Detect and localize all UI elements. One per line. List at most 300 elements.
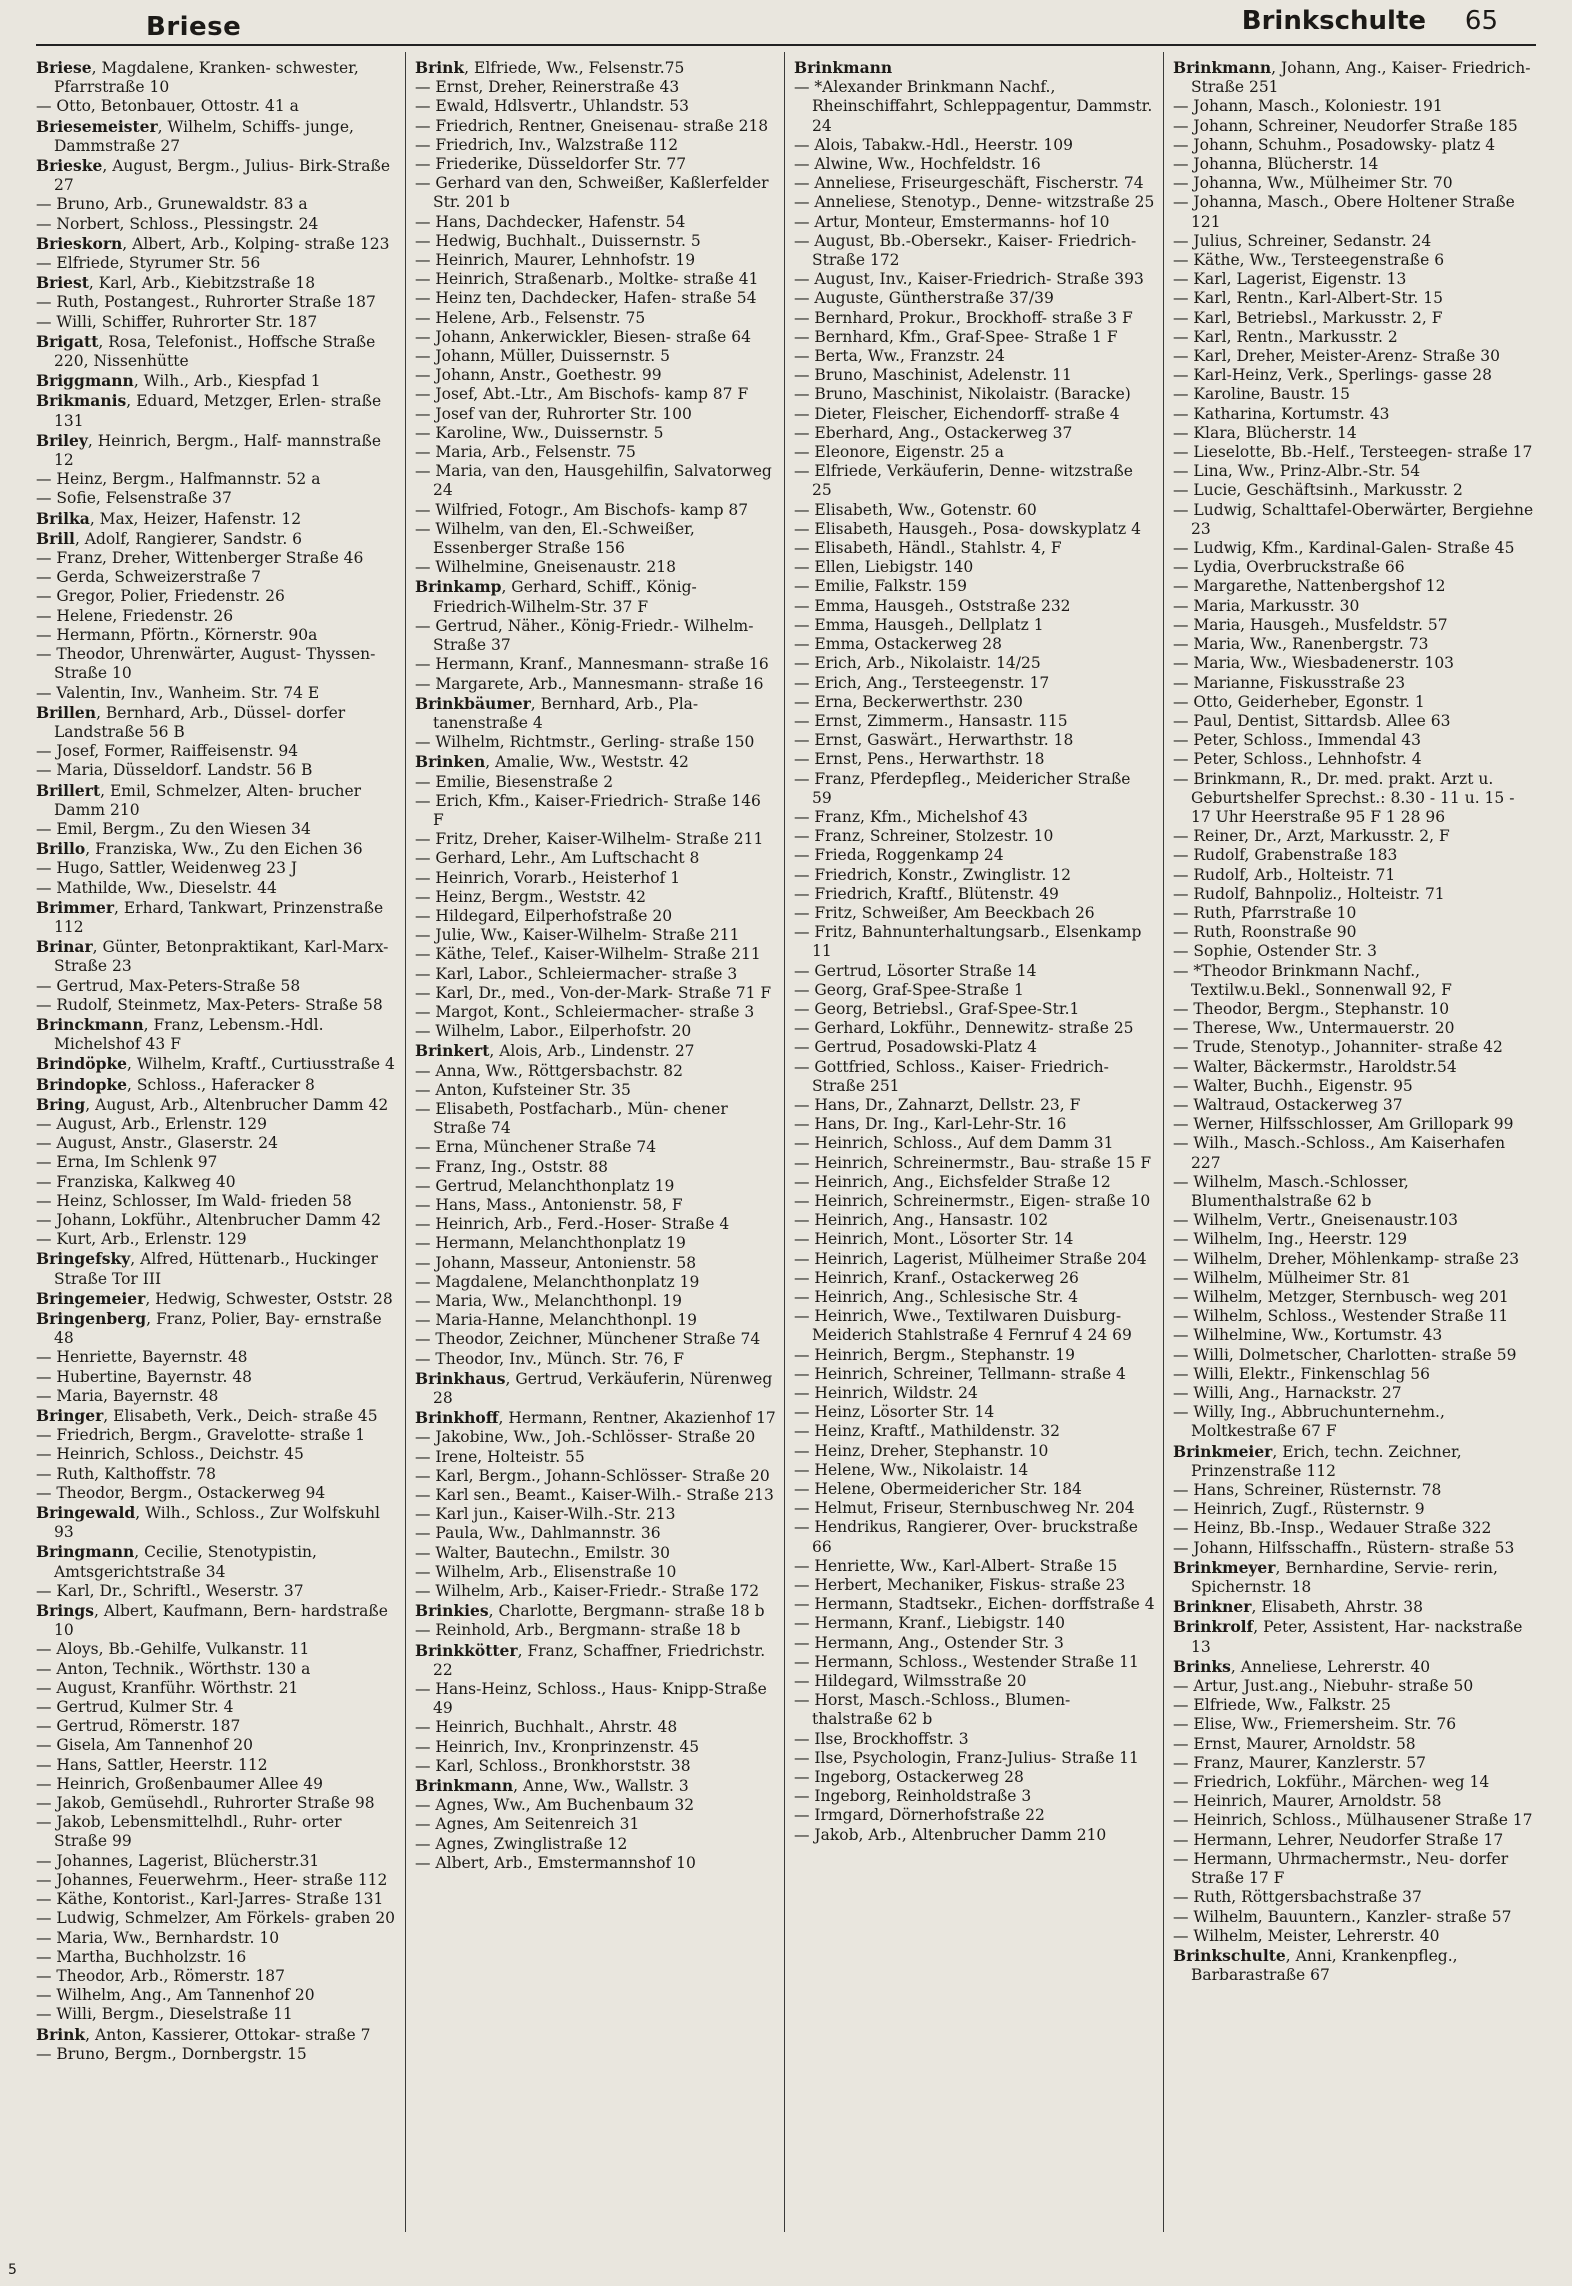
directory-entry (794, 58, 1155, 78)
directory-entry: — Heinrich, Schloss., Mülhausener Straße 17 (1173, 1811, 1533, 1830)
directory-entry: — Julie, Ww., Kaiser-Wilhelm- Straße 211 (415, 926, 740, 945)
directory-entry: Brinks, Anneliese, Lehrerstr. 40 (1173, 1656, 1431, 1676)
directory-entry: — Ilse, Psychologin, Franz-Julius- Straße 11 (794, 1748, 1139, 1767)
directory-entry: — Willi, Ang., Harnackstr. 27 (1173, 1384, 1402, 1403)
directory-entry: — Irmgard, Dörnerhofstraße 22 (794, 1806, 1045, 1825)
directory-entry: Brings, Albert, Kaufmann, Bern- hardstraße 10 (36, 1601, 388, 1640)
surname: Brinar (36, 937, 93, 957)
directory-entry: — Maria, Markusstr. 30 (1173, 596, 1360, 615)
surname: Brinkhaus (415, 1368, 506, 1388)
surname: Brinkschulte (1173, 1945, 1286, 1965)
directory-entry: — Margarete, Arb., Mannesmann- straße 16 (415, 674, 764, 693)
directory-entry: — Hans, Mass., Antonienstr. 58, F (415, 1195, 683, 1214)
directory-entry: — Elisabeth, Händl., Stahlstr. 4, F (794, 539, 1062, 558)
directory-entry: Brinkamp, Gerhard, Schiff., König- Friedrich-Wilhelm-Str. 37 F (415, 577, 697, 616)
directory-entry: — August, Bb.-Obersekr., Kaiser- Friedrich-Straße 172 (794, 231, 1137, 270)
directory-entry: — Käthe, Telef., Kaiser-Wilhelm- Straße 211 (415, 945, 761, 964)
directory-entry: Brinkkötter, Franz, Schaffner, Friedrichstr. 22 (415, 1640, 766, 1679)
directory-entry: Brimmer, Erhard, Tankwart, Prinzenstraße 112 (36, 897, 384, 936)
directory-entry: — Gertrud, Max-Peters-Straße 58 (36, 976, 301, 995)
directory-entry: — Heinrich, Ang., Hansastr. 102 (794, 1211, 1049, 1230)
directory-entry: — Willi, Elektr., Finkenschlag 56 (1173, 1364, 1430, 1383)
directory-entry: — Irene, Holteistr. 55 (415, 1447, 585, 1466)
directory-entry: Brinkmann, Anne, Ww., Wallstr. 3 (415, 1776, 689, 1796)
directory-entry: — Maria, Ww., Wiesbadenerstr. 103 (1173, 654, 1455, 673)
directory-entry: — Peter, Schloss., Lehnhofstr. 4 (1173, 750, 1422, 769)
directory-entry: Briest, Karl, Arb., Kiebitzstraße 18 (36, 273, 316, 293)
directory-entry: — Franz, Schreiner, Stolzestr. 10 (794, 827, 1054, 846)
directory-entry: — Heinrich, Arb., Ferd.-Hoser- Straße 4 (415, 1215, 730, 1234)
directory-entry: Brinar, Günter, Betonpraktikant, Karl-Marx-Straße 23 (36, 937, 389, 976)
directory-entry: — Hermann, Kranf., Liebigstr. 140 (794, 1614, 1066, 1633)
directory-entry: — Ernst, Maurer, Arnoldstr. 58 (1173, 1734, 1416, 1753)
surname: Brinkmann (415, 1776, 514, 1796)
directory-entry: — Emma, Ostackerweg 28 (794, 635, 1003, 654)
surname: Brilka (36, 508, 90, 528)
directory-entry: — Margarethe, Nattenbergshof 12 (1173, 577, 1446, 596)
directory-entry: — Erna, Beckerwerthstr. 230 (794, 692, 1023, 711)
directory-entry: — Eleonore, Eigenstr. 25 a (794, 443, 1004, 462)
surname: Brieskorn (36, 233, 123, 253)
directory-entry: Brink, Elfriede, Ww., Felsenstr.75 (415, 58, 685, 77)
directory-entry: — Jakob, Arb., Altenbrucher Damm 210 (794, 1825, 1107, 1844)
directory-entry: Brinckmann, Franz, Lebensm.-Hdl. Michelshof 43 F (36, 1014, 324, 1054)
directory-entry: — Heinz, Kraftf., Mathildenstr. 32 (794, 1422, 1061, 1441)
directory-entry: — Johann, Schuhm., Posadowsky- platz 4 (1173, 135, 1496, 154)
directory-entry: — *Alexander Brinkmann Nachf., Rheinschiffahrt, Schleppagentur, Dammstr. 24 (794, 78, 1153, 135)
directory-entry: — Ruth, Postangest., Ruhrorter Straße 187 (36, 293, 376, 312)
directory-entry: — Emil, Bergm., Zu den Wiesen 34 (36, 819, 311, 838)
directory-entry: — Theodor, Zeichner, Münchener Straße 74 (415, 1330, 761, 1349)
directory-entry: — Johanna, Ww., Mülheimer Str. 70 (1173, 174, 1453, 193)
surname: Brinkmeier (1173, 1441, 1273, 1461)
columns (36, 58, 1536, 2064)
directory-entry: Brilka, Max, Heizer, Hafenstr. 12 (36, 508, 302, 528)
directory-entry: — Kurt, Arb., Erlenstr. 129 (36, 1230, 247, 1249)
directory-entry: — Hendrikus, Rangierer, Over- bruckstraße 66 (794, 1518, 1138, 1556)
surname: Brinkmeyer (1173, 1557, 1276, 1577)
directory-entry: — Willi, Dolmetscher, Charlotten- straße 59 (1173, 1345, 1517, 1364)
directory-entry: — Wilhelm, Ang., Am Tannenhof 20 (36, 1986, 315, 2005)
directory-entry: — Waltraud, Ostackerweg 37 (1173, 1095, 1403, 1114)
directory-entry: — Sophie, Ostender Str. 3 (1173, 942, 1378, 961)
surname: Briese (36, 58, 92, 77)
directory-entry: — Heinz, Lösorter Str. 14 (794, 1403, 995, 1422)
directory-entry: — Anton, Kufsteiner Str. 35 (415, 1080, 631, 1099)
directory-entry: — Gertrud, Melanchthonplatz 19 (415, 1176, 675, 1195)
directory-entry: Brinkies, Charlotte, Bergmann- straße 18 b (415, 1601, 765, 1621)
directory-entry: — Karl jun., Kaiser-Wilh.-Str. 213 (415, 1505, 676, 1524)
directory-entry: — Artur, Just.ang., Niebuhr- straße 50 (1173, 1677, 1474, 1696)
surname: Brindopke (36, 1074, 128, 1094)
directory-entry: — Erich, Ang., Tersteegenstr. 17 (794, 673, 1050, 692)
directory-entry: — Maria, Bayernstr. 48 (36, 1386, 219, 1405)
directory-entry: — Ludwig, Kfm., Kardinal-Galen- Straße 45 (1173, 539, 1515, 558)
directory-entry: — Ruth, Röttgersbachstraße 37 (1173, 1888, 1422, 1907)
directory-entry: — Heinrich, Zugf., Rüsternstr. 9 (1173, 1500, 1425, 1519)
directory-entry: — Wilhelm, Masch.-Schlosser, Blumenthalstraße 62 b (1173, 1172, 1409, 1210)
surname: Brieske (36, 156, 103, 176)
directory-entry: — Willi, Schiffer, Ruhrorter Str. 187 (36, 312, 318, 331)
directory-entry: — Wilhelm, Bauuntern., Kanzler- straße 57 (1173, 1907, 1512, 1926)
directory-entry: — Johann, Masseur, Antonienstr. 58 (415, 1253, 697, 1272)
surname: Bringemeier (36, 1288, 146, 1308)
directory-entry: — Karl, Dr., med., Von-der-Mark- Straße 71 F (415, 983, 772, 1002)
directory-entry: Brinkhoff, Hermann, Rentner, Akazienhof 17 (415, 1408, 776, 1428)
directory-entry: — Hans, Dachdecker, Hafenstr. 54 (415, 212, 686, 231)
directory-entry: Bringenberg, Franz, Polier, Bay- ernstraße 48 (36, 1309, 382, 1348)
directory-entry: Bringer, Elisabeth, Verk., Deich- straße 45 (36, 1406, 378, 1426)
column-3 (794, 58, 1155, 2064)
directory-entry: Brillen, Bernhard, Arb., Düssel- dorfer Landstraße 56 B (36, 702, 346, 741)
directory-entry: — Friedrich, Rentner, Gneisenau- straße 218 (415, 116, 769, 135)
directory-entry: — Hugo, Sattler, Weidenweg 23 J (36, 859, 298, 878)
directory-entry: — Elfriede, Styrumer Str. 56 (36, 254, 261, 273)
directory-entry: — Lina, Ww., Prinz-Albr.-Str. 54 (1173, 462, 1421, 481)
directory-entry: — Therese, Ww., Untermauerstr. 20 (1173, 1019, 1455, 1038)
directory-entry: — Karl, Betriebsl., Markusstr. 2, F (1173, 308, 1443, 327)
directory-entry: — Margot, Kont., Schleiermacher- straße 3 (415, 1002, 755, 1021)
directory-entry: — Karoline, Ww., Duissernstr. 5 (415, 423, 664, 442)
directory-entry: — Helene, Obermeidericher Str. 184 (794, 1480, 1082, 1499)
directory-entry: — Josef, Former, Raiffeisenstr. 94 (36, 742, 299, 761)
directory-entry: — Agnes, Zwinglistraße 12 (415, 1834, 628, 1853)
directory-entry: — Heinz, Bergm., Weststr. 42 (415, 887, 646, 906)
directory-entry: — Heinz, Bergm., Halfmannstr. 52 a (36, 470, 321, 489)
directory-entry: — Erich, Arb., Nikolaistr. 14/25 (794, 654, 1041, 673)
directory-entry: — Hermann, Kranf., Mannesmann- straße 16 (415, 655, 769, 674)
directory-entry: — Dieter, Fleischer, Eichendorff- straße 4 (794, 404, 1120, 423)
directory-entry: — Hans, Dr. Ing., Karl-Lehr-Str. 16 (794, 1115, 1067, 1134)
directory-entry: — August, Inv., Kaiser-Friedrich- Straße 393 (794, 270, 1144, 289)
directory-entry: — Albert, Arb., Emstermannshof 10 (415, 1853, 696, 1872)
directory-entry: Bring, August, Arb., Altenbrucher Damm 42 (36, 1094, 389, 1114)
directory-entry: Brinkbäumer, Bernhard, Arb., Pla- tanenstraße 4 (415, 693, 699, 732)
directory-entry: — Valentin, Inv., Wanheim. Str. 74 E (36, 683, 320, 702)
directory-entry: — Otto, Geiderheber, Egonstr. 1 (1173, 692, 1425, 711)
directory-entry: Brinkner, Elisabeth, Ahrstr. 38 (1173, 1597, 1423, 1617)
directory-entry: — Gerhard van den, Schweißer, Kaßlerfelder Str. 201 b (415, 174, 769, 212)
directory-entry: — Hans, Dr., Zahnarzt, Dellstr. 23, F (794, 1095, 1081, 1114)
directory-entry: — Agnes, Ww., Am Buchenbaum 32 (415, 1796, 695, 1815)
directory-entry: — Maria, Ww., Bernhardstr. 10 (36, 1928, 280, 1947)
footer-mark: 5 (8, 2262, 17, 2278)
directory-entry: — Bruno, Maschinist, Nikolaistr. (Baracke) (794, 385, 1131, 404)
directory-entry: Bringewald, Wilh., Schloss., Zur Wolfskuhl 93 (36, 1503, 380, 1542)
directory-entry: — Ruth, Pfarrstraße 10 (1173, 903, 1357, 922)
surname: Briley (36, 430, 88, 450)
directory-entry: Brillert, Emil, Schmelzer, Alten- brucher Damm 210 (36, 780, 362, 819)
directory-entry: — Wilhelmine, Gneisenaustr. 218 (415, 558, 676, 577)
directory-entry: — Emilie, Falkstr. 159 (794, 577, 967, 596)
directory-entry: Bringmann, Cecilie, Stenotypistin, Amtsgerichtstraße 34 (36, 1542, 317, 1581)
page-header (36, 4, 1536, 42)
directory-entry: Brinkmeier, Erich, techn. Zeichner, Prinzenstraße 112 (1173, 1441, 1462, 1480)
directory-entry: — Jakobine, Ww., Joh.-Schlösser- Straße 20 (415, 1428, 756, 1447)
directory-entry: — Wilhelm, Metzger, Sternbusch- weg 201 (1173, 1288, 1509, 1306)
surname: Brings (36, 1601, 94, 1621)
directory-entry: Brinkert, Alois, Arb., Lindenstr. 27 (415, 1041, 695, 1061)
directory-entry: — Gregor, Polier, Friedenstr. 26 (36, 587, 285, 606)
directory-entry: — Friedrich, Lokführ., Märchen- weg 14 (1173, 1773, 1490, 1792)
directory-entry: — Bruno, Arb., Grunewaldstr. 83 a (36, 195, 308, 214)
directory-entry: — Mathilde, Ww., Dieselstr. 44 (36, 878, 277, 897)
directory-entry: — Heinrich, Lagerist, Mülheimer Straße 204 (794, 1249, 1147, 1268)
directory-entry: — Erich, Kfm., Kaiser-Friedrich- Straße 146 F (415, 791, 761, 829)
directory-entry: Brinken, Amalie, Ww., Weststr. 42 (415, 752, 689, 772)
directory-entry: — Hermann, Pförtn., Körnerstr. 90a (36, 625, 318, 644)
directory-entry: — Gertrud, Näher., König-Friedr.- Wilhelm-Straße 37 (415, 616, 754, 655)
directory-entry: — Fritz, Dreher, Kaiser-Wilhelm- Straße 211 (415, 830, 764, 849)
directory-entry: — Hans, Sattler, Heerstr. 112 (36, 1755, 268, 1774)
directory-entry: Brigatt, Rosa, Telefonist., Hoffsche Straße 220, Nissenhütte (36, 331, 376, 371)
directory-entry: — Friederike, Düsseldorfer Str. 77 (415, 155, 687, 174)
directory-entry: — Käthe, Ww., Tersteegenstraße 6 (1173, 251, 1445, 270)
directory-entry: — Theodor, Arb., Römerstr. 187 (36, 1966, 285, 1985)
directory-entry: — Brinkmann, R., Dr. med. prakt. Arzt u. Geburtshelfer Sprechst.: 8.30 - 11 u. 15 - 17 Uhr Heerstraße 95 F 1 28 96 (1173, 769, 1515, 826)
directory-entry: — Franziska, Kalkweg 40 (36, 1172, 236, 1191)
directory-entry: — Heinrich, Schreinermstr., Eigen- straße 10 (794, 1191, 1151, 1210)
directory-entry: — Wilhelm, Mülheimer Str. 81 (1173, 1268, 1411, 1287)
surname: Brill (36, 528, 75, 548)
directory-entry: — Karl, Rentn., Karl-Albert-Str. 15 (1173, 289, 1443, 308)
directory-entry: — Heinrich, Mont., Lösorter Str. 14 (794, 1230, 1074, 1249)
directory-entry: — Julius, Schreiner, Sedanstr. 24 (1173, 231, 1432, 250)
directory-entry: — Karl sen., Beamt., Kaiser-Wilh.- Straße 213 (415, 1486, 774, 1505)
directory-entry: — Hildegard, Wilmsstraße 20 (794, 1672, 1027, 1691)
directory-entry: — Heinrich, Wildstr. 24 (794, 1384, 978, 1403)
directory-entry: — Maria, Ww., Ranenbergstr. 73 (1173, 635, 1429, 654)
directory-entry: — Franz, Kfm., Michelshof 43 (794, 807, 1028, 826)
directory-entry: — Wilhelm, Arb., Kaiser-Friedr.- Straße 172 (415, 1582, 760, 1601)
directory-entry: — Jakob, Gemüsehdl., Ruhrorter Straße 98 (36, 1794, 375, 1813)
directory-entry: — Maria, van den, Hausgehilfin, Salvatorweg 24 (415, 462, 772, 500)
directory-entry: — Karl, Dr., Schriftl., Weserstr. 37 (36, 1581, 304, 1600)
directory-entry: — Rudolf, Bahnpoliz., Holteistr. 71 (1173, 884, 1445, 903)
directory-entry: — *Theodor Brinkmann Nachf., Textilw.u.Bekl., Sonnenwall 92, F (1173, 961, 1452, 999)
directory-entry: — Heinrich, Schreinermstr., Bau- straße 15 F (794, 1153, 1152, 1172)
directory-page (36, 0, 1536, 2286)
directory-entry: Briggmann, Wilh., Arb., Kiespfad 1 (36, 371, 321, 391)
directory-entry: Brink, Anton, Kassierer, Ottokar- straße 7 (36, 2024, 371, 2044)
directory-entry: Brindopke, Schloss., Haferacker 8 (36, 1074, 315, 1094)
directory-entry: — Walter, Bautechn., Emilstr. 30 (415, 1543, 671, 1562)
directory-entry: — Erna, Münchener Straße 74 (415, 1138, 657, 1157)
directory-entry: — Bruno, Bergm., Dornbergstr. 15 (36, 2044, 307, 2063)
directory-entry: — Heinz, Dreher, Stephanstr. 10 (794, 1441, 1049, 1460)
directory-entry: — Heinrich, Großenbaumer Allee 49 (36, 1774, 324, 1793)
directory-entry: — Hedwig, Buchhalt., Duissernstr. 5 (415, 231, 701, 250)
directory-entry: — Alwine, Ww., Hochfeldstr. 16 (794, 155, 1041, 174)
surname: Brinkhoff (415, 1408, 499, 1428)
surname: Brinkmann (794, 58, 893, 77)
directory-entry: — Heinrich, Kranf., Ostackerweg 26 (794, 1268, 1079, 1287)
directory-entry: — Ruth, Kalthoffstr. 78 (36, 1464, 216, 1483)
directory-entry: — Wilhelm, van den, El.-Schweißer, Essenberger Straße 156 (415, 519, 695, 558)
directory-entry: Briley, Heinrich, Bergm., Half- mannstraße 12 (36, 430, 381, 470)
surname: Bringenberg (36, 1309, 147, 1328)
directory-entry: Bringefsky, Alfred, Hüttenarb., Huckinger Straße Tor III (36, 1249, 378, 1288)
directory-entry: — Henriette, Bayernstr. 48 (36, 1348, 248, 1367)
directory-entry: — Franz, Ing., Oststr. 88 (415, 1157, 609, 1176)
surname: Brillert (36, 780, 101, 800)
surname: Bringewald (36, 1503, 136, 1523)
directory-entry: — Ludwig, Schalttafel-Oberwärter, Bergiehne 23 (1173, 500, 1534, 538)
directory-entry: — Wilhelm, Richtmstr., Gerling- straße 150 (415, 733, 755, 752)
directory-entry: — Heinz ten, Dachdecker, Hafen- straße 54 (415, 289, 757, 308)
directory-entry: — Ellen, Liebigstr. 140 (794, 558, 974, 577)
directory-entry: — Werner, Hilfsschlosser, Am Grillopark 99 (1173, 1115, 1514, 1134)
surname: Brikmanis (36, 391, 127, 411)
column-2 (415, 58, 776, 2064)
directory-entry: — Heinrich, Buchhalt., Ahrstr. 48 (415, 1718, 678, 1737)
column-4 (1173, 58, 1534, 2064)
directory-entry: — Helene, Ww., Nikolaistr. 14 (794, 1460, 1029, 1479)
directory-entry: — Elisabeth, Ww., Gotenstr. 60 (794, 500, 1037, 519)
directory-entry: — Heinz, Schlosser, Im Wald- frieden 58 (36, 1191, 352, 1210)
directory-entry: — Willy, Ing., Abbruchunternehm., Moltkestraße 67 F (1173, 1403, 1445, 1441)
directory-entry: — Anton, Technik., Wörthstr. 130 a (36, 1659, 311, 1678)
directory-entry: — Wilhelm, Dreher, Möhlenkamp- straße 23 (1173, 1249, 1520, 1268)
directory-entry: — Eberhard, Ang., Ostackerweg 37 (794, 423, 1073, 442)
directory-entry: — Heinrich, Bergm., Stephanstr. 19 (794, 1345, 1075, 1364)
directory-entry: — Rudolf, Arb., Holteistr. 71 (1173, 865, 1396, 884)
directory-entry: — Ernst, Pens., Herwarthstr. 18 (794, 750, 1045, 769)
directory-entry: — Georg, Betriebsl., Graf-Spee-Str.1 (794, 999, 1080, 1018)
surname: Brinkert (415, 1041, 490, 1061)
directory-entry: — Maria-Hanne, Melanchthonpl. 19 (415, 1311, 698, 1330)
directory-entry: — Georg, Graf-Spee-Straße 1 (794, 980, 1024, 999)
directory-entry: — Karoline, Baustr. 15 (1173, 385, 1350, 404)
directory-entry: — Johann, Schreiner, Neudorfer Straße 185 (1173, 116, 1518, 135)
directory-entry: — Elfriede, Ww., Falkstr. 25 (1173, 1696, 1391, 1715)
directory-entry: — Karl, Rentn., Markusstr. 2 (1173, 327, 1398, 346)
directory-entry: — Heinrich, Inv., Kronprinzenstr. 45 (415, 1737, 700, 1756)
surname: Brinks (1173, 1656, 1231, 1676)
directory-entry: — Ingeborg, Reinholdstraße 3 (794, 1787, 1032, 1806)
directory-entry: — Bruno, Maschinist, Adelenstr. 11 (794, 366, 1072, 385)
directory-entry: — Gerhard, Lehr., Am Luftschacht 8 (415, 849, 700, 868)
directory-entry: — Helene, Friedenstr. 26 (36, 606, 234, 625)
directory-entry: — Friedrich, Bergm., Gravelotte- straße 1 (36, 1426, 366, 1445)
directory-entry: — August, Kranführ. Wörthstr. 21 (36, 1678, 299, 1697)
directory-entry: — Johann, Masch., Koloniestr. 191 (1173, 97, 1443, 116)
directory-entry: — Johanna, Masch., Obere Holtener Straße 121 (1173, 193, 1515, 231)
directory-entry: — Wilhelm, Vertr., Gneisenaustr.103 (1173, 1211, 1458, 1230)
directory-entry: — Katharina, Kortumstr. 43 (1173, 404, 1390, 423)
directory-entry: Brieskorn, Albert, Arb., Kolping- straße 123 (36, 233, 390, 253)
directory-entry: — Lydia, Overbruckstraße 66 (1173, 558, 1405, 577)
directory-entry: — Herbert, Mechaniker, Fiskus- straße 23 (794, 1576, 1126, 1595)
directory-entry: — Anna, Ww., Röttgersbachstr. 82 (415, 1061, 684, 1080)
directory-entry: — Theodor, Bergm., Stephanstr. 10 (1173, 999, 1450, 1018)
surname: Brinken (415, 752, 486, 772)
directory-entry: — Emma, Hausgeh., Dellplatz 1 (794, 615, 1044, 634)
surname: Brinkamp (415, 577, 502, 597)
directory-entry: — Hermann, Schloss., Westender Straße 11 (794, 1652, 1139, 1671)
directory-entry: — Peter, Schloss., Immendal 43 (1173, 731, 1421, 750)
directory-entry: — Friedrich, Inv., Walzstraße 112 (415, 135, 679, 154)
directory-entry: — Hermann, Stadtsekr., Eichen- dorffstraße 4 (794, 1595, 1155, 1614)
directory-entry: Briesemeister, Wilhelm, Schiffs- junge, Dammstraße 27 (36, 116, 354, 155)
directory-entry: Brinkmann, Johann, Ang., Kaiser- Friedrich-Straße 251 (1173, 58, 1531, 97)
directory-entry: — Josef, Abt.-Ltr., Am Bischofs- kamp 87 F (415, 385, 749, 404)
directory-entry: — Ernst, Gaswärt., Herwarthstr. 18 (794, 731, 1074, 750)
directory-entry: — Heinrich, Maurer, Arnoldstr. 58 (1173, 1792, 1442, 1811)
surname: Brink (415, 58, 465, 77)
directory-entry: — Auguste, Güntherstraße 37/39 (794, 289, 1054, 308)
directory-entry: — August, Arb., Erlenstr. 129 (36, 1114, 268, 1133)
surname: Brinkies (415, 1601, 489, 1621)
directory-entry: — Hubertine, Bayernstr. 48 (36, 1367, 253, 1386)
directory-entry: — Hermann, Ang., Ostender Str. 3 (794, 1633, 1064, 1652)
directory-entry: — Friedrich, Kraftf., Blütenstr. 49 (794, 884, 1059, 903)
directory-entry: — Henriette, Ww., Karl-Albert- Straße 15 (794, 1556, 1118, 1575)
directory-entry: — Heinrich, Maurer, Lehnhofstr. 19 (415, 251, 696, 270)
directory-entry: — Karl-Heinz, Verk., Sperlings- gasse 28 (1173, 366, 1492, 385)
directory-entry: — Agnes, Am Seitenreich 31 (415, 1815, 640, 1834)
directory-entry: — Johann, Ankerwickler, Biesen- straße 64 (415, 327, 751, 346)
directory-entry: — Ilse, Brockhoffstr. 3 (794, 1729, 969, 1748)
directory-entry: — Rudolf, Steinmetz, Max-Peters- Straße 58 (36, 995, 383, 1014)
directory-entry: — Fritz, Bahnunterhaltungsarb., Elsenkamp 11 (794, 923, 1142, 961)
directory-entry: — Elise, Ww., Friemersheim. Str. 76 (1173, 1715, 1457, 1734)
directory-entry: — Johannes, Lagerist, Blücherstr.31 (36, 1851, 320, 1870)
directory-entry: — Hermann, Uhrmachermstr., Neu- dorfer Straße 17 F (1173, 1849, 1509, 1888)
surname: Brinkner (1173, 1597, 1252, 1617)
directory-entry: — Gertrud, Lösorter Straße 14 (794, 961, 1037, 980)
directory-entry: — Theodor, Inv., Münch. Str. 76, F (415, 1349, 684, 1368)
directory-entry: — Gerda, Schweizerstraße 7 (36, 568, 261, 587)
directory-entry: — Helene, Arb., Felsenstr. 75 (415, 308, 646, 327)
directory-entry: — Horst, Masch.-Schloss., Blumen- thalstraße 62 b (794, 1691, 1071, 1729)
directory-entry: — Wilhelmine, Ww., Kortumstr. 43 (1173, 1326, 1443, 1345)
directory-entry: — Frieda, Roggenkamp 24 (794, 846, 1004, 865)
directory-entry: — Elfriede, Verkäuferin, Denne- witzstraße 25 (794, 462, 1133, 500)
directory-entry: — Bernhard, Kfm., Graf-Spee- Straße 1 F (794, 327, 1118, 346)
directory-entry: Brill, Adolf, Rangierer, Sandstr. 6 (36, 528, 303, 548)
directory-entry: — Lucie, Geschäftsinh., Markusstr. 2 (1173, 481, 1463, 500)
directory-entry: — Heinrich, Schloss., Deichstr. 45 (36, 1445, 304, 1464)
directory-entry: — Käthe, Kontorist., Karl-Jarres- Straße 131 (36, 1890, 384, 1909)
surname: Brigatt (36, 331, 99, 351)
directory-entry: Brinkschulte, Anni, Krankenpfleg., Barbarastraße 67 (1173, 1945, 1458, 1985)
surname: Briest (36, 273, 89, 293)
directory-entry: — Karl, Schloss., Bronkhorststr. 38 (415, 1756, 691, 1775)
directory-entry: — Johann, Lokführ., Altenbrucher Damm 42 (36, 1210, 381, 1229)
directory-entry: — Wilhelm, Meister, Lehrerstr. 40 (1173, 1926, 1440, 1945)
directory-entry: — Franz, Maurer, Kanzlerstr. 57 (1173, 1753, 1427, 1772)
directory-entry: — Karl, Lagerist, Eigenstr. 13 (1173, 270, 1407, 289)
directory-entry: — Elisabeth, Postfacharb., Mün- chener Straße 74 (415, 1099, 728, 1138)
surname: Brinckmann (36, 1014, 144, 1034)
directory-entry: — Maria, Düsseldorf. Landstr. 56 B (36, 761, 313, 780)
surname: Brink (36, 2024, 86, 2044)
directory-entry: — Ernst, Zimmerm., Hansastr. 115 (794, 711, 1068, 730)
directory-entry: — Gertrud, Kulmer Str. 4 (36, 1698, 234, 1717)
directory-entry: — Elisabeth, Hausgeh., Posa- dowskyplatz 4 (794, 519, 1141, 538)
directory-entry: — Ruth, Roonstraße 90 (1173, 923, 1357, 942)
header-first-name: Briese (146, 12, 242, 42)
directory-entry: — Lieselotte, Bb.-Helf., Tersteegen- straße 17 (1173, 443, 1533, 462)
directory-entry: Bringemeier, Hedwig, Schwester, Oststr. 28 (36, 1288, 393, 1308)
directory-entry: — Wilfried, Fotogr., Am Bischofs- kamp 87 (415, 500, 749, 519)
directory-entry: Brillo, Franziska, Ww., Zu den Eichen 36 (36, 839, 363, 859)
directory-entry: — Heinrich, Straßenarb., Moltke- straße 41 (415, 270, 759, 289)
directory-entry: — Wilhelm, Schloss., Westender Straße 11 (1173, 1307, 1509, 1326)
directory-entry: — Johanna, Blücherstr. 14 (1173, 155, 1379, 174)
directory-entry: — Heinrich, Schloss., Auf dem Damm 31 (794, 1134, 1114, 1153)
